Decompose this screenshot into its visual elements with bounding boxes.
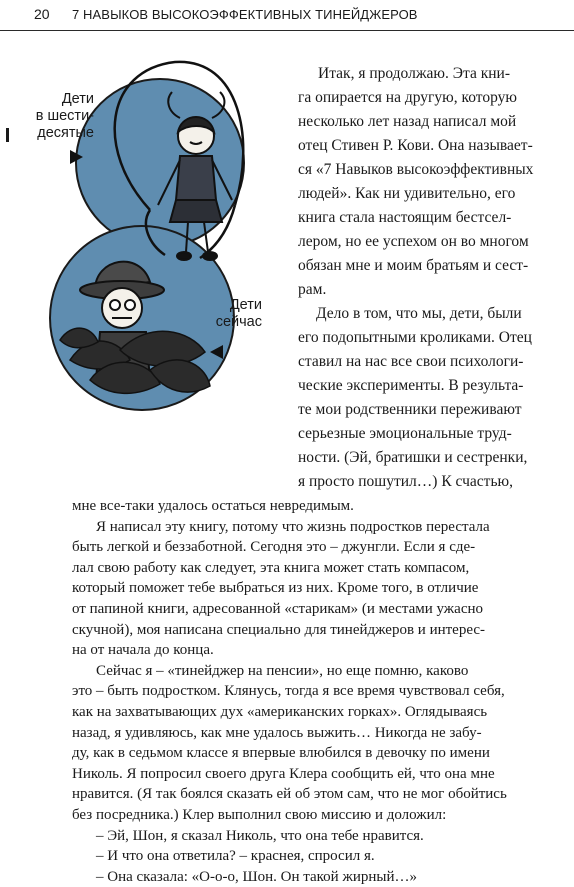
- text-line: нравится. (Я так боялся сказать ей об этом сам, что не мог обойтись: [72, 786, 507, 803]
- text-line: скучной), моя написана специально для тинейджеров и интерес-: [72, 621, 486, 638]
- text-line: книга стала настоящим бестсел-: [298, 209, 512, 226]
- text-line: те мои родственники переживают: [298, 401, 522, 418]
- text-line: который поможет тебе выбраться из них. Кроме того, в отличие: [72, 580, 479, 597]
- text-line: Дело в том, что мы, дети, были: [316, 305, 522, 322]
- text-line: га опирается на другую, которую: [298, 89, 517, 106]
- text-line: несколько лет назад написал мой: [298, 113, 517, 130]
- text-line: серьезные эмоциональные труд-: [298, 425, 512, 442]
- text-line: это – быть подростком. Клянусь, тогда я все время чувствовал себя,: [72, 683, 505, 700]
- text-line: ности. (Эй, братишки и сестренки,: [298, 449, 528, 466]
- triangle-left-icon: [210, 345, 223, 359]
- text-line: – Эй, Шон, я сказал Николь, что она тебе нравится.: [96, 827, 424, 844]
- text-line: отец Стивен Р. Кови. Она называет-: [298, 137, 533, 154]
- text-line: Николь. Я попросил своего друга Клера сообщить ей, что она мне: [72, 765, 495, 782]
- text-line: – Она сказала: «О-о-о, Шон. Он такой жирный…»: [96, 868, 417, 885]
- text-line: ческие эксперименты. В результа-: [298, 377, 524, 394]
- text-line: людей». Как ни удивительно, его: [298, 185, 516, 202]
- text-line: ставил на нас все свои психологи-: [298, 353, 524, 370]
- text-line: Сейчас я – «тинейджер на пенсии», но еще помню, каково: [96, 662, 469, 679]
- running-header: [0, 0, 574, 31]
- text-line: на от начала до конца.: [72, 642, 214, 659]
- text-line: лером, но ее успехом он во многом: [298, 233, 529, 250]
- text-line: я просто пошутил…) К счастью,: [298, 473, 513, 490]
- page-number: 20: [34, 6, 50, 22]
- text-line: быть легкой и беззаботной. Сегодня это – джунгли. Если я сде-: [72, 539, 476, 556]
- text-line: – И что она ответила? – краснея, спросил я.: [96, 848, 375, 865]
- label-now: Дети сейчас: [215, 297, 262, 330]
- text-line: назад, я удивляюсь, как мне удалось выжить… Никогда не забу-: [72, 724, 482, 741]
- text-line: Я написал эту книгу, потому что жизнь подростков перестала: [96, 518, 490, 535]
- text-line: от папиной книги, адресованной «старикам» (и местами ужасно: [72, 601, 483, 617]
- text-line: Итак, я продолжаю. Эта кни-: [318, 65, 510, 82]
- text-line: лал свою работу как следует, эта книга может стать компасом,: [72, 559, 470, 576]
- label-sixties: Дети в шести- десятые: [35, 91, 94, 141]
- text-line: как на захватывающих дух «американских горках». Оглядываясь: [72, 704, 488, 720]
- text-line: рам.: [298, 281, 327, 298]
- text-line: обязан мне и моим братьям и сест-: [298, 257, 529, 274]
- running-title: 7 НАВЫКОВ ВЫСОКОЭФФЕКТИВНЫХ ТИНЕЙДЖЕРОВ: [72, 7, 418, 22]
- text-line: его подопытными кроликами. Отец: [298, 329, 532, 346]
- text-line: мне все-таки удалось остаться невредимым.: [72, 498, 354, 514]
- triangle-right-icon: [70, 150, 83, 164]
- text-line: без посредника.) Клер выполнил свою миссию и доложил:: [72, 807, 447, 823]
- text-line: ся «7 Навыков высокоэффективных: [298, 161, 534, 178]
- text-line: ду, как в седьмом классе я впервые влюбился в девочку по имени: [72, 745, 490, 762]
